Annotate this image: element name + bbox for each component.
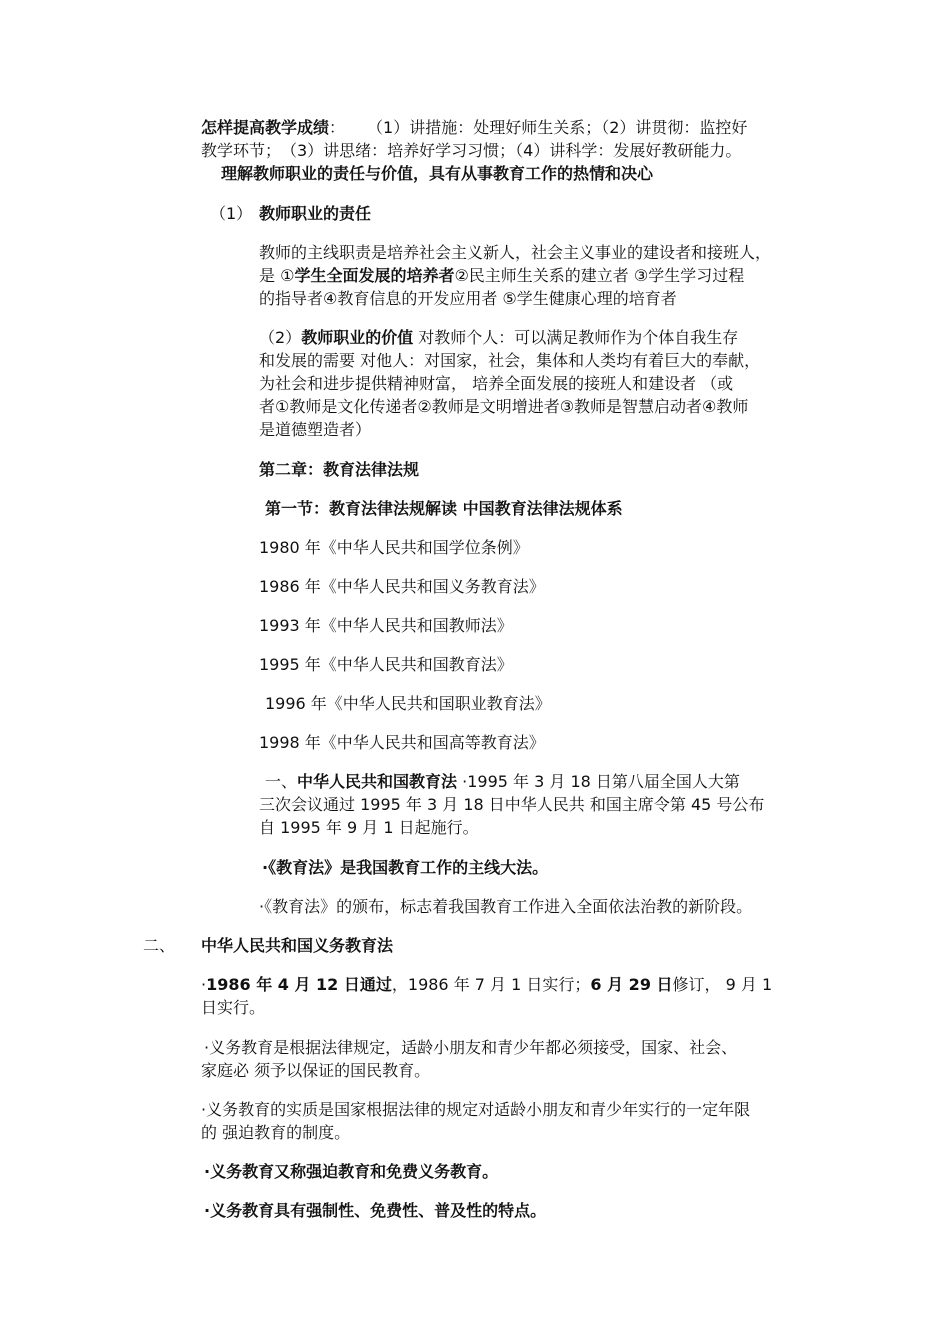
edu-law-line-1-text: ·1995 年 3 月 18 日第八届全国人大第 [457,772,740,791]
compulsory-p1-text-b: 修订， 9 月 1 [672,975,773,994]
law-item: 1996 年《中华人民共和国职业教育法》 [265,694,551,713]
compulsory-p1-text-a: ，1986 年 7 月 1 日实行； [391,975,591,994]
value-title: 教师职业的价值 [301,328,414,347]
compulsory-p2-line-1: ·义务教育是根据法律规定，适龄小朋友和青少年都必须接受，国家、社会、 [204,1038,738,1057]
compulsory-p1-bullet: · [201,975,207,994]
responsibility-line-1: 教师的主线职责是培养社会主义新人，社会主义事业的建设者和接班人， [259,243,772,262]
law-item: 1995 年《中华人民共和国教育法》 [259,655,513,674]
compulsory-number: 二、 [143,936,176,955]
law-item: 1986 年《中华人民共和国义务教育法》 [259,577,545,596]
value-number: （2） [259,328,302,347]
value-line-1 [259,327,738,349]
law-item: 1993 年《中华人民共和国教师法》 [259,616,513,635]
law-item: 1980 年《中华人民共和国学位条例》 [259,538,529,557]
edu-law-point-1: ·《教育法》是我国教育工作的主线大法。 [262,858,549,877]
value-line-4: 者①教师是文化传递者②教师是文明增进者③教师是智慧启动者④教师 [259,397,749,416]
compulsory-p5: ·义务教育具有强制性、免费性、普及性的特点。 [204,1201,547,1220]
compulsory-p3-line-1: ·义务教育的实质是国家根据法律的规定对适龄小朋友和青少年实行的一定年限 [201,1100,751,1119]
intro-line-2: 教学环节； （3）讲思绪：培养好学习习惯；（4）讲科学：发展好教研能力。 [201,141,742,160]
responsibility-line-2 [259,265,744,287]
section-1-title: 第一节：教育法律法规解读 中国教育法律法规体系 [265,499,623,518]
intro-colon: ： [329,118,346,137]
compulsory-p3-line-2: 的 强迫教育的制度。 [201,1123,351,1142]
compulsory-p1-line-1 [201,974,772,996]
edu-law-title: 中华人民共和国教育法 [297,772,458,791]
law-item: 1998 年《中华人民共和国高等教育法》 [259,733,545,752]
intro-line-1-text: （1）讲措施：处理好师生关系；（2）讲贯彻：监控好 [367,118,748,137]
value-line-2: 和发展的需要 对他人：对国家，社会，集体和人类均有着巨大的奉献， [259,351,761,370]
edu-law-line-3: 自 1995 年 9 月 1 日起施行。 [259,818,479,837]
responsibility-line-3: 的指导者④教育信息的开发应用者 ⑤学生健康心理的培育者 [259,289,677,308]
edu-law-point-2: ·《教育法》的颁布，标志着我国教育工作进入全面依法治教的新阶段。 [259,897,753,916]
compulsory-p1-date-passed: 1986 年 4 月 12 日通过 [206,975,392,994]
compulsory-p4: ·义务教育又称强迫教育和免费义务教育。 [204,1162,499,1181]
value-line-3: 为社会和进步提供精神财富， 培养全面发展的接班人和建设者 （或 [259,374,734,393]
value-line-1-text: 对教师个人：可以满足教师作为个体自我生存 [413,328,739,347]
compulsory-p1-line-2: 日实行。 [201,998,266,1017]
compulsory-title: 中华人民共和国义务教育法 [201,936,394,955]
intro-heading: 怎样提高教学成绩 [201,118,330,137]
intro-line-3: 理解教师职业的责任与价值，具有从事教育工作的热情和决心 [221,164,654,183]
edu-law-line-1 [265,771,740,793]
responsibility-line-2c: ②民主师生关系的建立者 ③学生学习过程 [454,266,745,285]
responsibility-title: 教师职业的责任 [259,204,372,223]
value-line-5: 是道德塑造者） [259,420,372,439]
compulsory-p2-line-2: 家庭必 须予以保证的国民教育。 [201,1061,431,1080]
compulsory-p1-date-revised: 6 月 29 日 [590,975,673,994]
intro-line-1 [201,117,747,139]
edu-law-number: 一、 [265,772,298,791]
responsibility-number: （1） [210,204,253,223]
chapter-2-title: 第二章：教育法律法规 [259,460,420,479]
edu-law-line-2: 三次会议通过 1995 年 3 月 18 日中华人民共 和国主席令第 45 号公布 [259,795,765,814]
responsibility-line-2b: 学生全面发展的培养者 [294,266,455,285]
responsibility-line-2a: 是 ① [259,266,295,285]
